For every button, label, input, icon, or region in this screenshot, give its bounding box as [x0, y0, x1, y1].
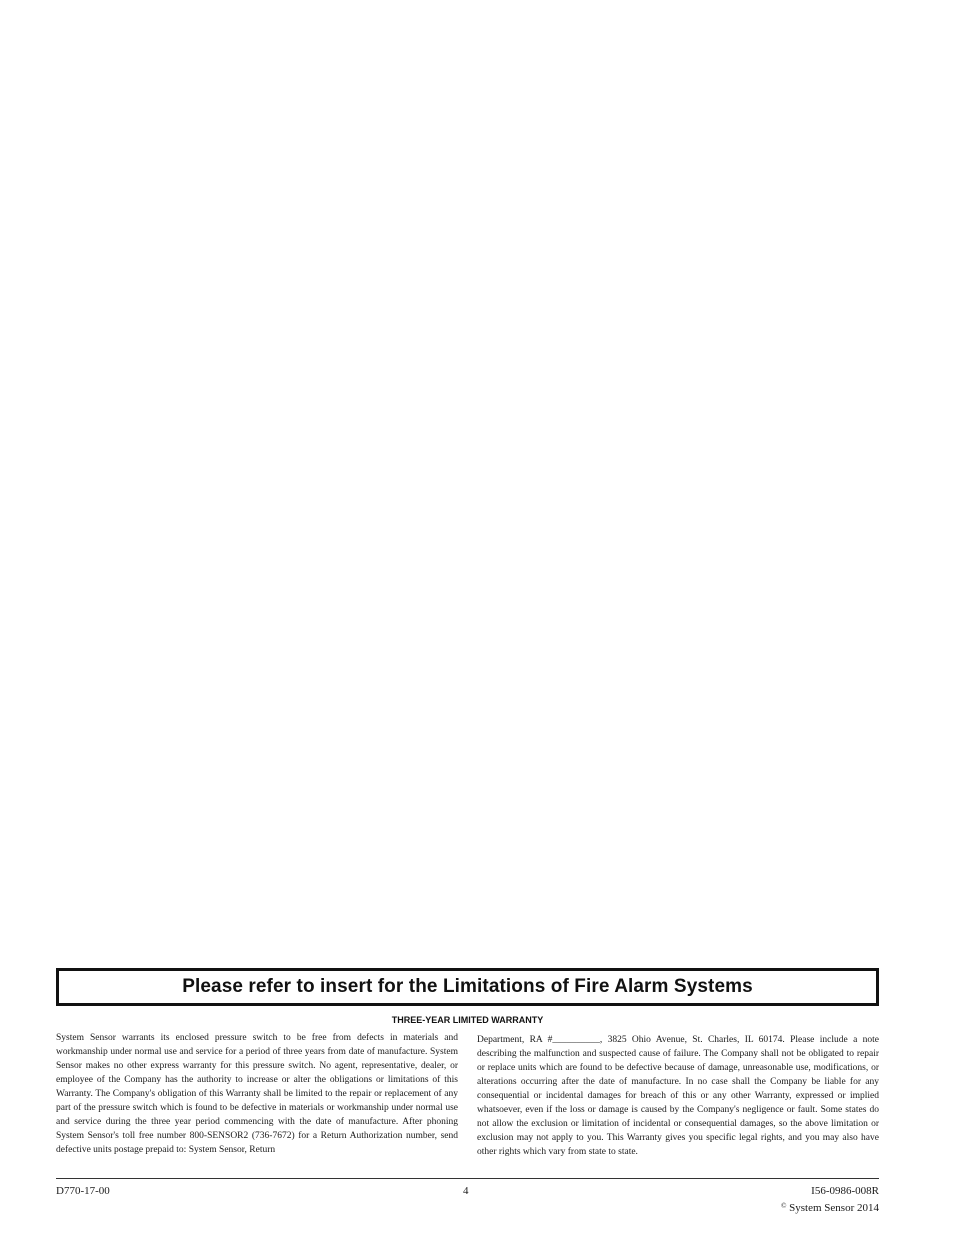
warranty-title: THREE-YEAR LIMITED WARRANTY [391, 1015, 544, 1025]
copyright-symbol: © [781, 1202, 787, 1210]
footer-page-number: 4 [463, 1185, 469, 1197]
footer-right-block [781, 1184, 879, 1216]
warranty-text-left-column: System Sensor warrants its enclosed pressure switch to be free from defects in materials and workmanship under normal use and service for a period of three years from date of manufacture. System Sensor makes no other express warranty for this pressure switch. No agent, representative, dealer, or employee of the Company has the authority to increase or alter the obligations or limitations of this Warranty. The Company's obligation of this Warranty shall be limited to the repair or replacement of any part of the pressure switch which is found to be defective in materials or workmanship under normal use and service during the three year period commencing with the date of manufacture. After phoning System Sensor's toll free number 800-SENSOR2 (736-7672) for a Return Authorization number, send defective units postage prepaid to: System Sensor, Return [56, 1033, 458, 1155]
footer-doc-code: D770-17-00 [56, 1185, 110, 1197]
footer-part-number: I56-0986-008R [811, 1185, 879, 1197]
copyright-text: System Sensor 2014 [789, 1202, 879, 1214]
limitations-banner-text: Please refer to insert for the Limitations of Fire Alarm Systems [182, 976, 753, 997]
footer-copyright [781, 1199, 879, 1216]
limitations-banner [56, 968, 879, 1006]
warranty-text-right-column: Department, RA #__________, 3825 Ohio Avenue, St. Charles, IL 60174. Please include a note describing the malfunction and suspected cause of failure. The Company shall not be obligated to repair or replace units which are found to be defective because of damage, unreasonable use, modifications, or alterations occurring after the date of manufacture. In no case shall the Company be liable for any consequential or incidental damages for breach of this or any other Warranty, expressed or implied whatsoever, even if the loss or damage is caused by the Company's negligence or fault. Some states do not allow the exclusion or limitation of incidental or consequential damages, so the above limitation or exclusion may not apply to you. This Warranty gives you specific legal rights, and you may also have other rights which vary from state to state. [477, 1035, 879, 1157]
footer-divider [56, 1178, 879, 1179]
